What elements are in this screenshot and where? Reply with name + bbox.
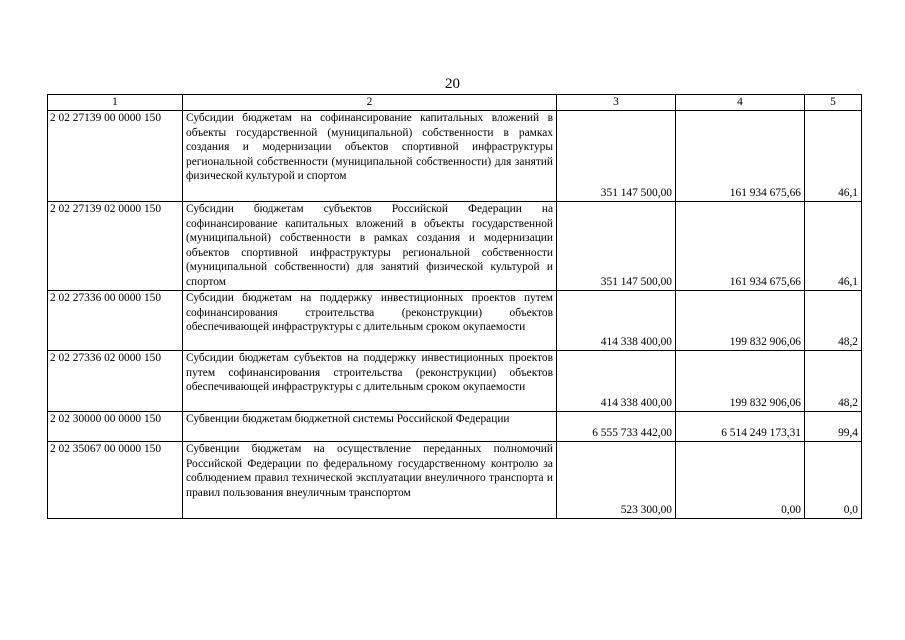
row-percent: 46,1	[805, 111, 862, 202]
row-plan-amount: 414 338 400,00	[557, 291, 676, 351]
table-row	[48, 111, 862, 202]
row-plan-amount: 6 555 733 442,00	[557, 412, 676, 442]
row-description: Субвенции бюджетам бюджетной системы Российской Федерации	[183, 412, 557, 442]
row-actual-amount: 199 832 906,06	[676, 351, 805, 412]
budget-table	[47, 94, 862, 519]
row-percent: 0,0	[805, 442, 862, 519]
row-description: Субсидии бюджетам на поддержку инвестиционных проектов путем софинансирования строительства (реконструкции) объектов обеспечивающей инфраструктуры с длительным сроком окупаемости	[183, 291, 557, 351]
row-description: Субвенции бюджетам на осуществление переданных полномочий Российской Федерации по федеральному государственному контролю за соблюдением правил технической эксплуатации внеуличного транспорта и правил пользования внеуличным транспортом	[183, 442, 557, 519]
row-description: Субсидии бюджетам субъектов Российской Федерации на софинансирование капитальных вложений в объекты государственной (муниципальной) собственности в рамках создания и модернизации объектов спортивной инфраструктуры региональной собственности (муниципальной собственности) для занятий физической культурой и спортом	[183, 202, 557, 291]
row-actual-amount: 0,00	[676, 442, 805, 519]
row-actual-amount: 199 832 906,06	[676, 291, 805, 351]
column-header-plan: 3	[557, 95, 676, 111]
row-code: 2 02 35067 00 0000 150	[48, 442, 183, 519]
row-code: 2 02 27139 02 0000 150	[48, 202, 183, 291]
row-percent: 99,4	[805, 412, 862, 442]
row-percent: 48,2	[805, 291, 862, 351]
row-percent: 46,1	[805, 202, 862, 291]
row-actual-amount: 161 934 675,66	[676, 202, 805, 291]
row-description: Субсидии бюджетам на софинансирование капитальных вложений в объекты государственной (муниципальной) собственности в рамках создания и модернизации объектов спортивной инфраструктуры региональной собственности (муниципальной собственности) для занятий физической культурой и спортом	[183, 111, 557, 202]
table-row	[48, 412, 862, 442]
column-header-percent: 5	[805, 95, 862, 111]
column-header-code: 1	[48, 95, 183, 111]
row-plan-amount: 523 300,00	[557, 442, 676, 519]
row-plan-amount: 414 338 400,00	[557, 351, 676, 412]
column-header-description: 2	[183, 95, 557, 111]
row-code: 2 02 27336 02 0000 150	[48, 351, 183, 412]
row-plan-amount: 351 147 500,00	[557, 202, 676, 291]
row-plan-amount: 351 147 500,00	[557, 111, 676, 202]
page-number: 20	[445, 76, 460, 92]
row-description: Субсидии бюджетам субъектов на поддержку инвестиционных проектов путем софинансирования строительства (реконструкции) объектов обеспечивающей инфраструктуры с длительным сроком окупаемости	[183, 351, 557, 412]
row-percent: 48,2	[805, 351, 862, 412]
table-row	[48, 291, 862, 351]
row-actual-amount: 161 934 675,66	[676, 111, 805, 202]
table-row	[48, 202, 862, 291]
column-header-actual: 4	[676, 95, 805, 111]
table-row	[48, 351, 862, 412]
row-code: 2 02 27336 00 0000 150	[48, 291, 183, 351]
table-row	[48, 442, 862, 519]
row-code: 2 02 30000 00 0000 150	[48, 412, 183, 442]
row-actual-amount: 6 514 249 173,31	[676, 412, 805, 442]
header-row	[48, 95, 862, 111]
row-code: 2 02 27139 00 0000 150	[48, 111, 183, 202]
